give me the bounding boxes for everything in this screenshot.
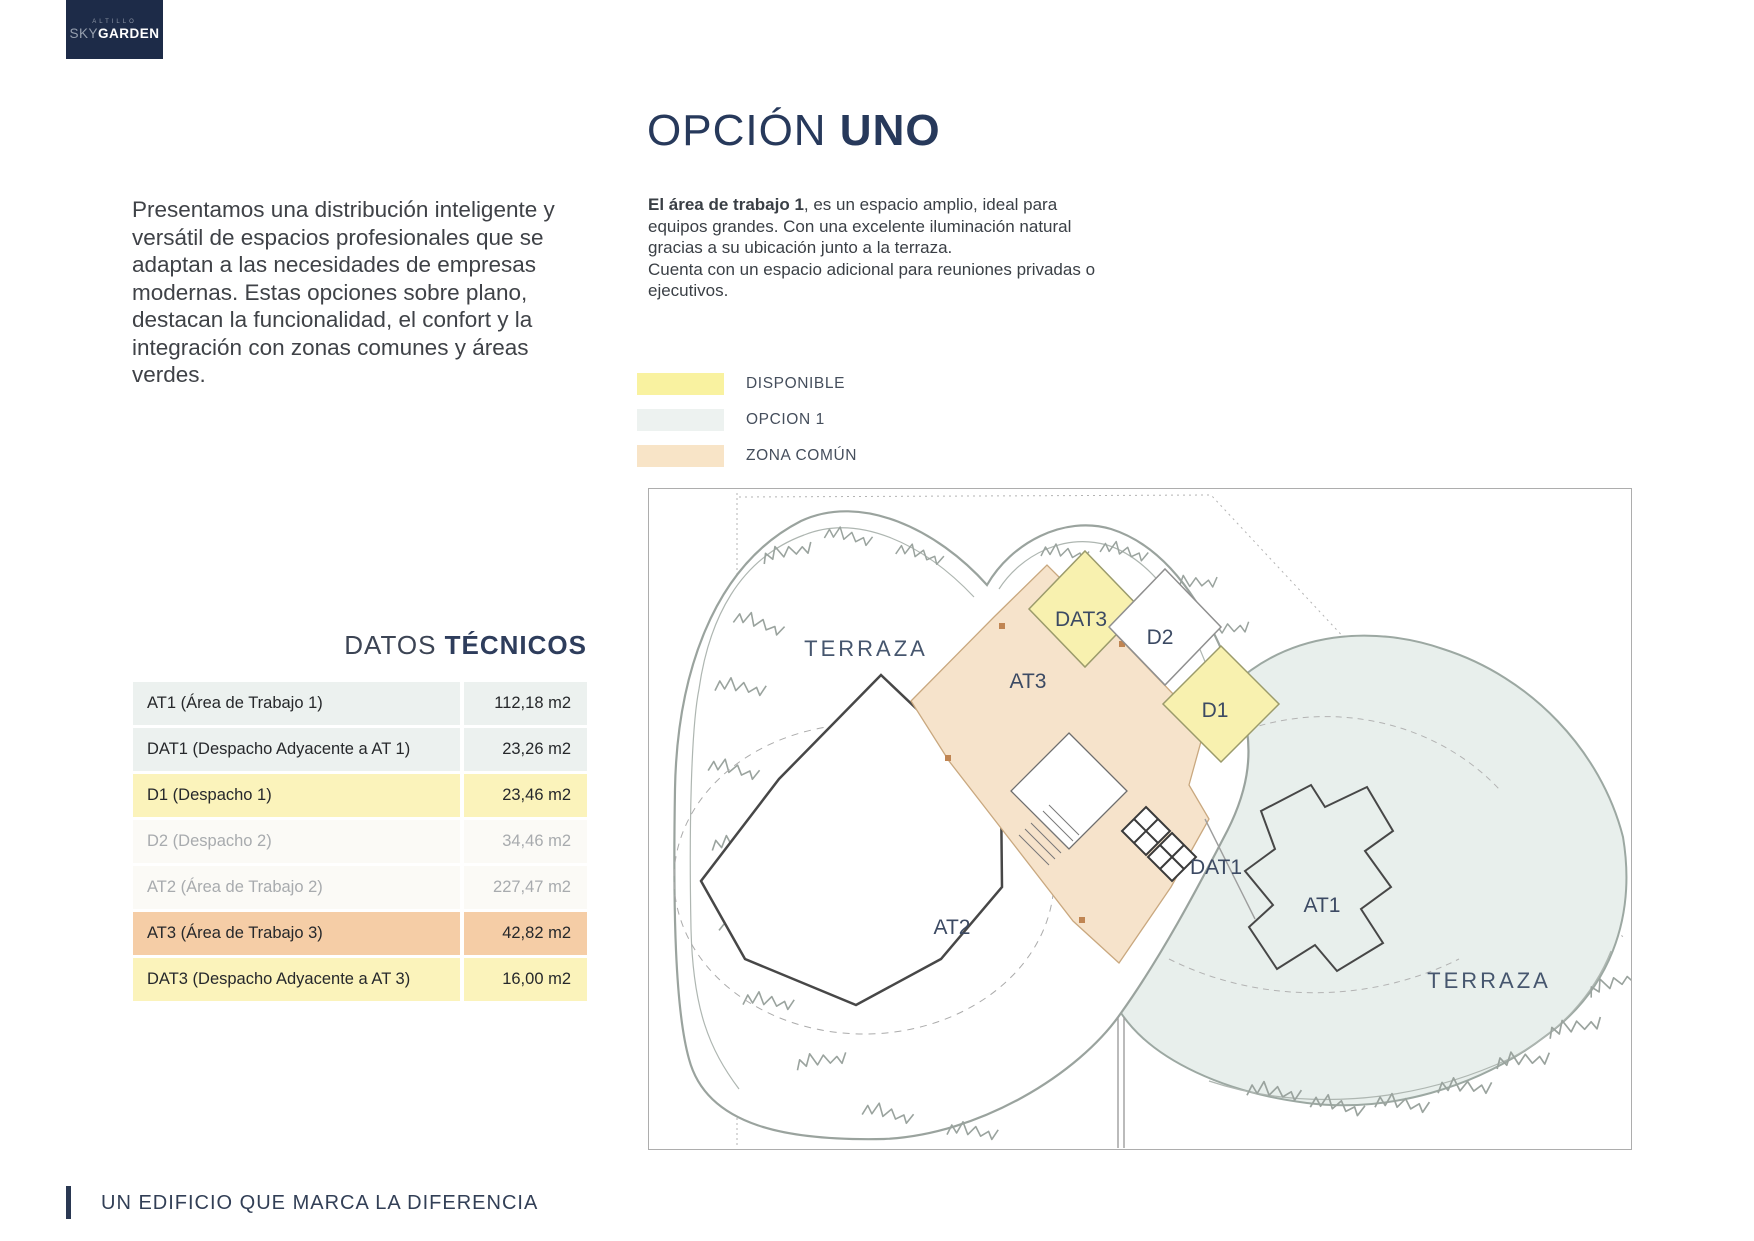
legend-row-zona-comun [637, 444, 857, 467]
technical-data-table [133, 682, 587, 1004]
label-d2: D2 [1146, 626, 1174, 649]
row-value: 16,00 m2 [464, 958, 587, 1001]
legend-row-disponible [637, 372, 857, 395]
page-title [647, 106, 941, 156]
legend-label-disponible: DISPONIBLE [746, 374, 846, 392]
floor-plan-drawing [649, 489, 1631, 1149]
table-title [187, 630, 587, 661]
footer-tagline: UN EDIFICIO QUE MARCA LA DIFERENCIA [101, 1192, 539, 1214]
table-row [133, 912, 587, 955]
option-description-rest: , es un espacio amplio, ideal para equipos grandes. Con una excelente iluminación natural gracias a su ubicación junto a la terraza. [648, 195, 1072, 257]
row-label: D1 (Despacho 1) [133, 774, 460, 817]
plan-legend [637, 372, 857, 480]
page-title-light: OPCIÓN [647, 106, 840, 155]
option-description-lead: El área de trabajo 1 [648, 195, 804, 214]
logo-subtitle: ALTILLO [92, 19, 137, 25]
row-label: AT3 (Área de Trabajo 3) [133, 912, 460, 955]
table-row [133, 820, 587, 863]
legend-label-zona-comun: ZONA COMÚN [746, 446, 858, 464]
table-row [133, 774, 587, 817]
label-at3: AT3 [1009, 670, 1047, 693]
label-d1: D1 [1201, 699, 1229, 722]
row-label: DAT1 (Despacho Adyacente a AT 1) [133, 728, 460, 771]
intro-paragraph: Presentamos una distribución inteligente y versátil de espacios profesionales que se adaptan a las necesidades de empresas modernas. Estas opciones sobre plano, destacan la funcionalidad, el confort y la integración con zonas comunes y áreas verdes. [132, 197, 555, 387]
footer-accent-bar [66, 1186, 71, 1219]
row-value: 42,82 m2 [464, 912, 587, 955]
table-title-light: DATOS [344, 630, 445, 660]
label-terraza-right: TERRAZA [1427, 968, 1551, 993]
legend-swatch-zona-comun [637, 445, 724, 467]
legend-swatch-opcion1 [637, 409, 724, 431]
page-title-bold: UNO [839, 106, 941, 155]
legend-swatch-disponible [637, 373, 724, 395]
row-value: 23,26 m2 [464, 728, 587, 771]
option-description [648, 194, 1100, 302]
row-label: DAT3 (Despacho Adyacente a AT 3) [133, 958, 460, 1001]
row-value: 227,47 m2 [464, 866, 587, 909]
skygarden-logo [66, 0, 163, 59]
row-label: D2 (Despacho 2) [133, 820, 460, 863]
table-title-bold: TÉCNICOS [444, 630, 587, 660]
label-dat3: DAT3 [1054, 608, 1108, 631]
row-label: AT2 (Área de Trabajo 2) [133, 866, 460, 909]
logo-brand-bold: GARDEN [98, 26, 160, 41]
legend-label-opcion1: OPCION 1 [746, 410, 825, 428]
row-value: 112,18 m2 [464, 682, 587, 725]
option-description-p2: Cuenta con un espacio adicional para reuniones privadas o ejecutivos. [648, 259, 1096, 300]
table-row [133, 728, 587, 771]
option-description-p1 [648, 194, 1100, 259]
table-row [133, 866, 587, 909]
logo-brand [69, 26, 159, 41]
label-at2: AT2 [933, 916, 971, 939]
legend-row-opcion1 [637, 408, 857, 431]
label-at1: AT1 [1303, 894, 1341, 917]
row-label: AT1 (Área de Trabajo 1) [133, 682, 460, 725]
row-value: 34,46 m2 [464, 820, 587, 863]
table-row [133, 958, 587, 1001]
row-value: 23,46 m2 [464, 774, 587, 817]
table-row [133, 682, 587, 725]
floor-plan [648, 488, 1632, 1150]
label-terraza-left: TERRAZA [804, 636, 928, 661]
logo-brand-light: SKY [69, 26, 98, 41]
label-dat1: DAT1 [1189, 856, 1243, 879]
